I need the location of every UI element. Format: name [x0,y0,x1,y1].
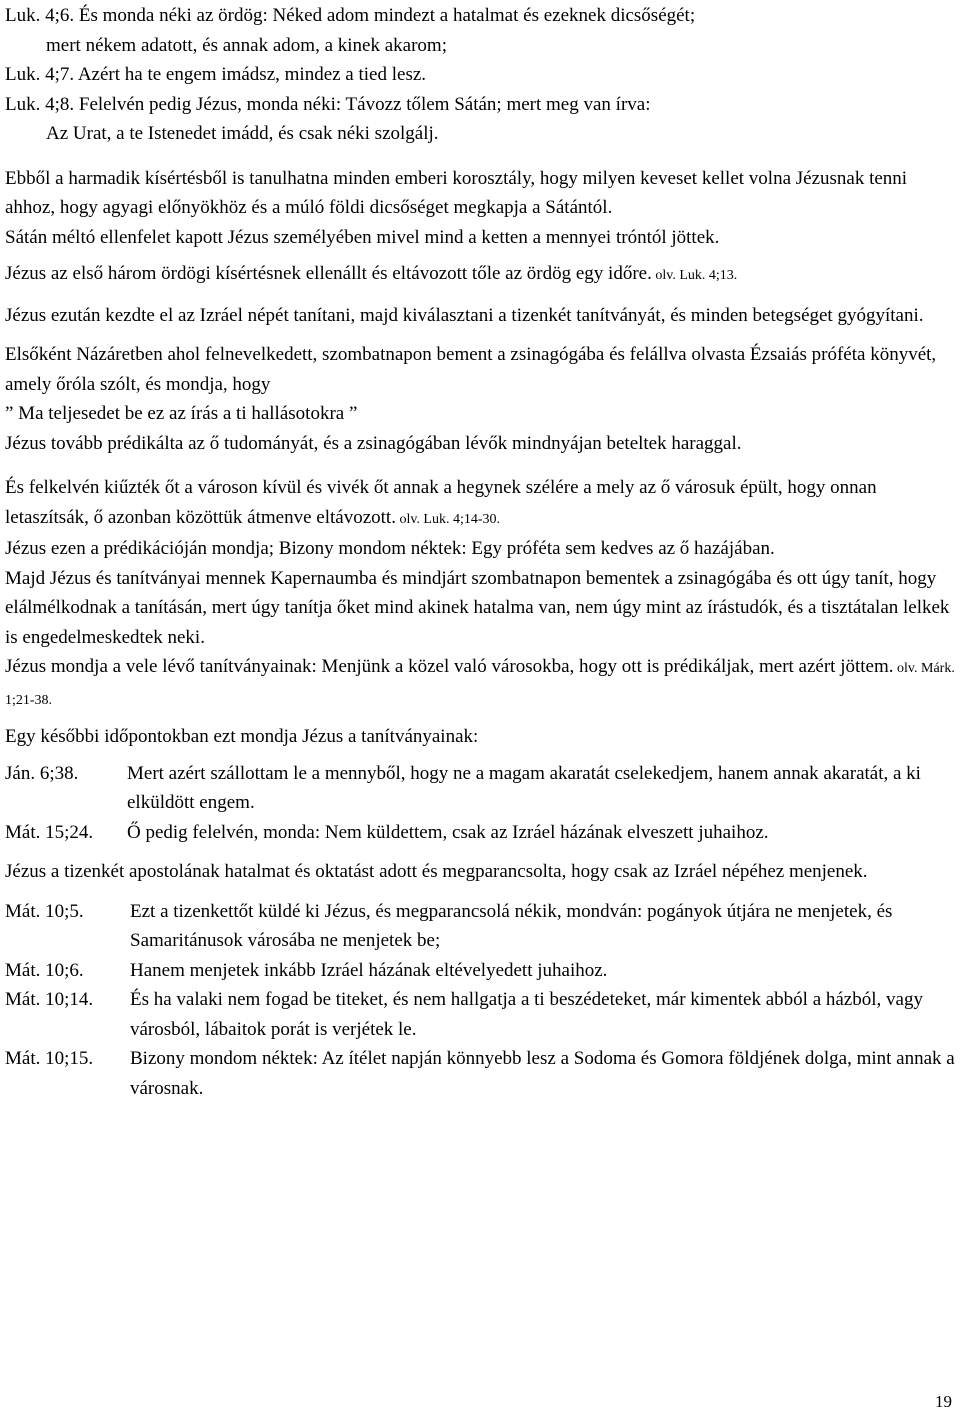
scripture-line: Luk. 4;8. Felelvén pedig Jézus, monda néki: Távozz tőlem Sátán; mert meg van írva: [5,93,651,115]
paragraph: Jézus a tizenkét apostolának hatalmat és oktatást adott és megparancsolta, hogy csak az Izráel népéhez menjenek. [5,861,868,882]
reference: olv. Márk. 1;21-38. [5,661,955,708]
scripture-block-top [5,1,955,149]
reference-text: Mert azért szállottam le a mennyből, hogy ne a magam akaratát cselekedjem, hanem annak akaratát, a ki elküldött engem. [127,762,921,813]
reference-text: Hanem menjetek inkább Izráel házának eltévelyedett juhaihoz. [130,959,608,981]
paragraph-text: És felkelvén kiűzték őt a városon kívül és vivék őt annak a hegynek szélére a mely az ő városuk épült, hogy onnan letaszítsák, ő azonban közöttük átmenve eltávozott. [5,477,877,528]
reference-label: Mát. 10;14. [5,989,94,1010]
scripture-line-continued: Az Urat, a te Istenedet imádd, és csak néki szolgálj. [46,123,439,144]
reference: olv. Luk. 4;14-30. [395,511,501,527]
scripture-line: Luk. 4;7. Azért ha te engem imádsz, mindez a tied lesz. [5,64,427,85]
reference-row [5,818,955,848]
paragraph: Jézus tovább prédikálta az ő tudományát, és a zsinagógában lévők mindnyájan beteltek haraggal. [5,432,742,454]
reference-list [5,759,955,848]
document-page [5,1,955,1103]
reference-row [5,956,955,986]
paragraph: Jézus ezután kezdte el az Izráel népét tanítani, majd kiválasztani a tizenkét tanítványát, és minden betegséget gyógyítani. [5,304,924,326]
paragraph: Majd Jézus és tanítványai mennek Kapernaumba és mindjárt szombatnapon bementek a zsinagógába és ott úgy tanít, hogy elálmélkodnak a tanításán, mert úgy tanítja őket mind akinek hatalma van, nem úgy mint az írástudók, és a tisztátalan lelkek is engedelmeskedtek neki. [5,567,950,648]
quote-line: ” Ma teljesedet be ez az írás a ti hallásotokra ” [5,403,358,424]
reference-label: Mát. 10;15. [5,1048,94,1069]
reference-row [5,1044,955,1103]
reference-row [5,985,955,1044]
paragraph: Jézus ezen a prédikációján mondja; Bizony mondom néktek: Egy próféta sem kedves az ő hazájában. [5,538,775,559]
paragraph: Ebből a harmadik kísértésből is tanulhatna minden emberi korosztály, hogy milyen keveset kellet volna Jézusnak tenni ahhoz, hogy agyagi előnyökhöz és a múló földi dicsőséget megkapja a Sátántól. [5,167,908,218]
reference: olv. Luk. 4;13. [651,268,738,283]
paragraph [5,473,955,534]
reference-label: Mát. 10;6. [5,959,84,981]
reference-text: És ha valaki nem fogad be titeket, és nem hallgatja a ti beszédeteket, már kimentek abból a házból, vagy városból, lábaitok porát is verjétek le. [130,989,923,1040]
paragraph: Elsőként Názáretben ahol felnevelkedett, szombatnapon bement a zsinagógába és felállva olvasta Ézsaiás próféta könyvét, amely őróla szólt, és mondja, hogy [5,344,937,395]
paragraph-group [5,473,955,715]
reference-text: Ezt a tizenkettőt küldé ki Jézus, és megparancsolá nékik, mondván: pogányok útjára ne menjetek, és Samaritánusok városába ne menjetek be; [130,900,893,951]
reference-text: Bizony mondom néktek: Az ítélet napján könnyebb lesz a Sodoma és Gomora földjének dolga, mint annak a városnak. [130,1048,955,1099]
reference-list [5,897,955,1104]
reference-row [5,897,955,956]
page-number: 19 [935,1392,952,1411]
paragraph: Egy későbbi időpontokban ezt mondja Jézus a tanítványainak: [5,726,479,747]
reference-row [5,759,955,818]
reference-text: Ő pedig felelvén, monda: Nem küldettem, csak az Izráel házának elveszett juhaihoz. [127,821,769,843]
scripture-line: Luk. 4;6. És monda néki az ördög: Néked adom mindezt a hatalmat és ezeknek dicsőségét; [5,5,696,26]
paragraph [5,259,955,291]
paragraph-group [5,340,955,458]
paragraph-text: Jézus az első három ördögi kísértésnek ellenállt és eltávozott tőle az ördög egy időre. [5,263,652,284]
paragraph [5,652,955,715]
reference-label: Mát. 10;5. [5,900,84,922]
scripture-line-continued: mert nékem adatott, és annak adom, a kinek akarom; [46,34,447,56]
reference-label: Mát. 15;24. [5,821,94,843]
reference-label: Ján. 6;38. [5,762,79,784]
paragraph-text: Jézus mondja a vele lévő tanítványainak: Menjünk a közel való városokba, hogy ott is prédikáljak, mert azért jöttem. [5,656,894,677]
paragraph: Sátán méltó ellenfelet kapott Jézus személyében mivel mind a ketten a mennyei tróntól jöttek. [5,226,720,248]
